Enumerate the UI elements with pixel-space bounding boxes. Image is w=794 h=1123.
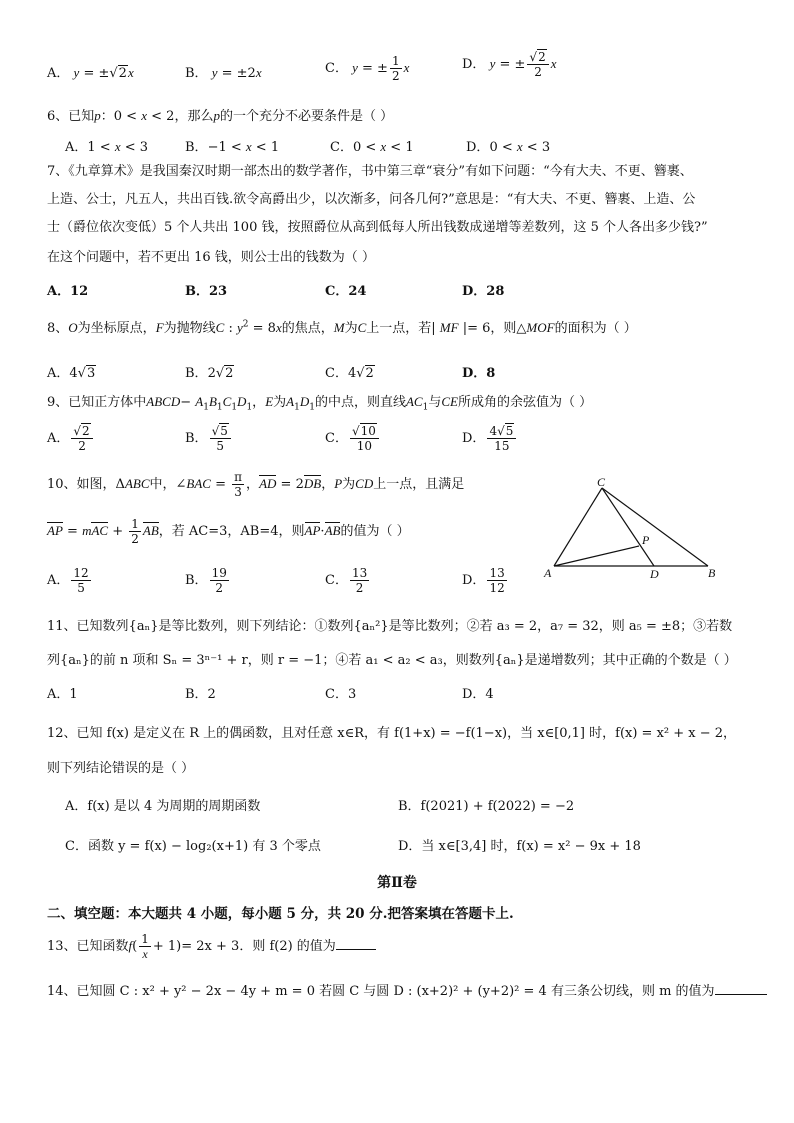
q8-option-b: B．2√2 xyxy=(185,366,234,381)
q5-option-d: D． y = ± $\frac{√2}{2}$ x xyxy=(462,50,557,79)
q5-option-b: B． y = ±2x xyxy=(185,65,262,81)
q11-option-a: A．1 xyxy=(47,687,78,702)
q6-option-d: D．0 < x < 3 xyxy=(466,139,551,155)
q7-line-4: 在这个问题中，若不更出 16 钱，则公士出的钱数为（ ） xyxy=(47,250,375,265)
q9-option-d: D． $\frac{4√5}{15}$ xyxy=(462,424,518,453)
q11-option-d: D．4 xyxy=(462,687,494,702)
q12-option-d: D．当 x∈[3,4] 时，f(x) = x² − 9x + 18 xyxy=(398,839,641,854)
q12-line-2: 则下列结论错误的是（ ） xyxy=(47,761,195,776)
q12-option-a: A．f(x) 是以 4 为周期的周期函数 xyxy=(65,799,261,814)
segment-cd xyxy=(602,488,654,566)
q5-option-c: C． y = ± $\frac{1}{2}$ x xyxy=(325,54,410,83)
q6-option-b: B．−1 < x < 1 xyxy=(185,139,280,155)
q12-option-c: C．函数 y = f(x) − log₂(x+1) 有 3 个零点 xyxy=(65,839,321,854)
q8-stem: 8、O为坐标原点，F为抛物线C : $y^2 = 8x$的焦点，M为C上一点，若| MF |= 6，则△MOF的面积为（ ） xyxy=(47,319,637,336)
q6-option-a: A．1 < x < 3 xyxy=(65,139,149,155)
segment-cb xyxy=(602,488,708,566)
q9-option-b: B． $\frac{√5}{5}$ xyxy=(185,424,233,453)
q13-stem: 13、已知函数f( $\frac{1}{x}$ + 1)= 2x + 3．则 f(2) 的值为 xyxy=(47,932,376,961)
label-b: B xyxy=(708,566,716,580)
q5-option-a: A． y = ±√2x xyxy=(47,65,134,81)
q8-option-d: D．8 xyxy=(462,366,496,381)
q7-option-c: C．24 xyxy=(325,284,367,299)
q7-option-b: B．23 xyxy=(185,284,228,299)
q6-stem: 6、已知p：0 < x < 2，那么p的一个充分不必要条件是（ ） xyxy=(47,108,394,124)
part-2-title: 第Ⅱ卷 xyxy=(377,875,417,891)
label-a: A xyxy=(544,566,552,580)
q7-option-d: D．28 xyxy=(462,284,505,299)
q7-line-2: 上造、公士，凡五人，共出百钱.欲令高爵出少，以次渐多，问各几何?”意思是：“有大夫、不更、簪裹、上造、公 xyxy=(47,192,696,207)
q11-line-2: 列{aₙ}的前 n 项和 Sₙ = 3ⁿ⁻¹ + r，则 r = −1；④若 a₁ < a₂ < a₃，则数列{aₙ}是递增数列；其中正确的个数是（ ） xyxy=(47,653,737,668)
q10-option-a: A． $\frac{12}{5}$ xyxy=(47,566,89,595)
q14-stem: 14、已知圆 C : x² + y² − 2x − 4y + m = 0 若圆 C 与圆 D : (x+2)² + (y+2)² = 4 有三条公切线，则 m 的值为 xyxy=(47,980,767,999)
q12-option-b: B．f(2021) + f(2022) = −2 xyxy=(398,799,575,814)
q11-option-b: B．2 xyxy=(185,687,216,702)
q9-option-a: A． $\frac{√2}{2}$ xyxy=(47,424,95,453)
q10-stem-line-1: 10、如图，ΔABC中，∠BAC = $\frac{\pi}{3}$ ，AD = 2DB，P为CD上一点，且满足 xyxy=(47,470,465,499)
q8-option-a: A．4√3 xyxy=(47,366,96,381)
q14-answer-blank[interactable] xyxy=(715,994,767,995)
q7-line-1: 7、《九章算术》是我国秦汉时期一部杰出的数学著作，书中第三章“衰分”有如下问题：“今有大夫、不更、簪裹、 xyxy=(47,164,693,179)
q8-option-c: C．4√2 xyxy=(325,366,374,381)
section-2-header: 二、填空题：本大题共 4 小题，每小题 5 分，共 20 分.把答案填在答题卡上. xyxy=(47,906,514,922)
q10-option-c: C． $\frac{13}{2}$ xyxy=(325,566,368,595)
q13-answer-blank[interactable] xyxy=(336,949,376,950)
q9-stem: 9、已知正方体中ABCD− $A_1B_1C_1D_1$，E为$A_1D_1$的中点，则直线$AC_1$与CE所成角的余弦值为（ ） xyxy=(47,394,593,413)
q10-stem-line-2: AP = mAC + $\frac{1}{2}$ AB，若 AC=3，AB=4，则AP·AB的值为（ ） xyxy=(47,517,410,546)
label-d: D xyxy=(650,567,659,581)
q6-option-c: C．0 < x < 1 xyxy=(330,139,414,155)
segment-ac xyxy=(554,488,602,566)
q10-option-b: B． $\frac{19}{2}$ xyxy=(185,566,227,595)
label-p: P xyxy=(642,533,650,547)
segment-ap xyxy=(554,546,639,566)
q12-line-1: 12、已知 f(x) 是定义在 R 上的偶函数，且对任意 x∈R，有 f(1+x) = −f(1−x)，当 x∈[0,1] 时，f(x) = x² + x − 2， xyxy=(47,726,737,741)
q9-option-c: C． $\frac{√10}{10}$ xyxy=(325,424,381,453)
q10-triangle-figure xyxy=(540,476,720,584)
q11-option-c: C．3 xyxy=(325,687,357,702)
q7-option-a: A．12 xyxy=(47,284,89,299)
q7-line-3: 士（爵位依次变低）5 个人共出 100 钱，按照爵位从高到低每人所出钱数成递增等差数列，这 5 个人各出多少钱?” xyxy=(47,220,708,235)
q11-line-1: 11、已知数列{aₙ}是等比数列，则下列结论：①数列{aₙ²}是等比数列；②若 a₃ = 2，a₇ = 32，则 a₅ = ±8；③若数 xyxy=(47,619,733,634)
label-c: C xyxy=(597,476,606,489)
q10-option-d: D． $\frac{13}{12}$ xyxy=(462,566,505,595)
